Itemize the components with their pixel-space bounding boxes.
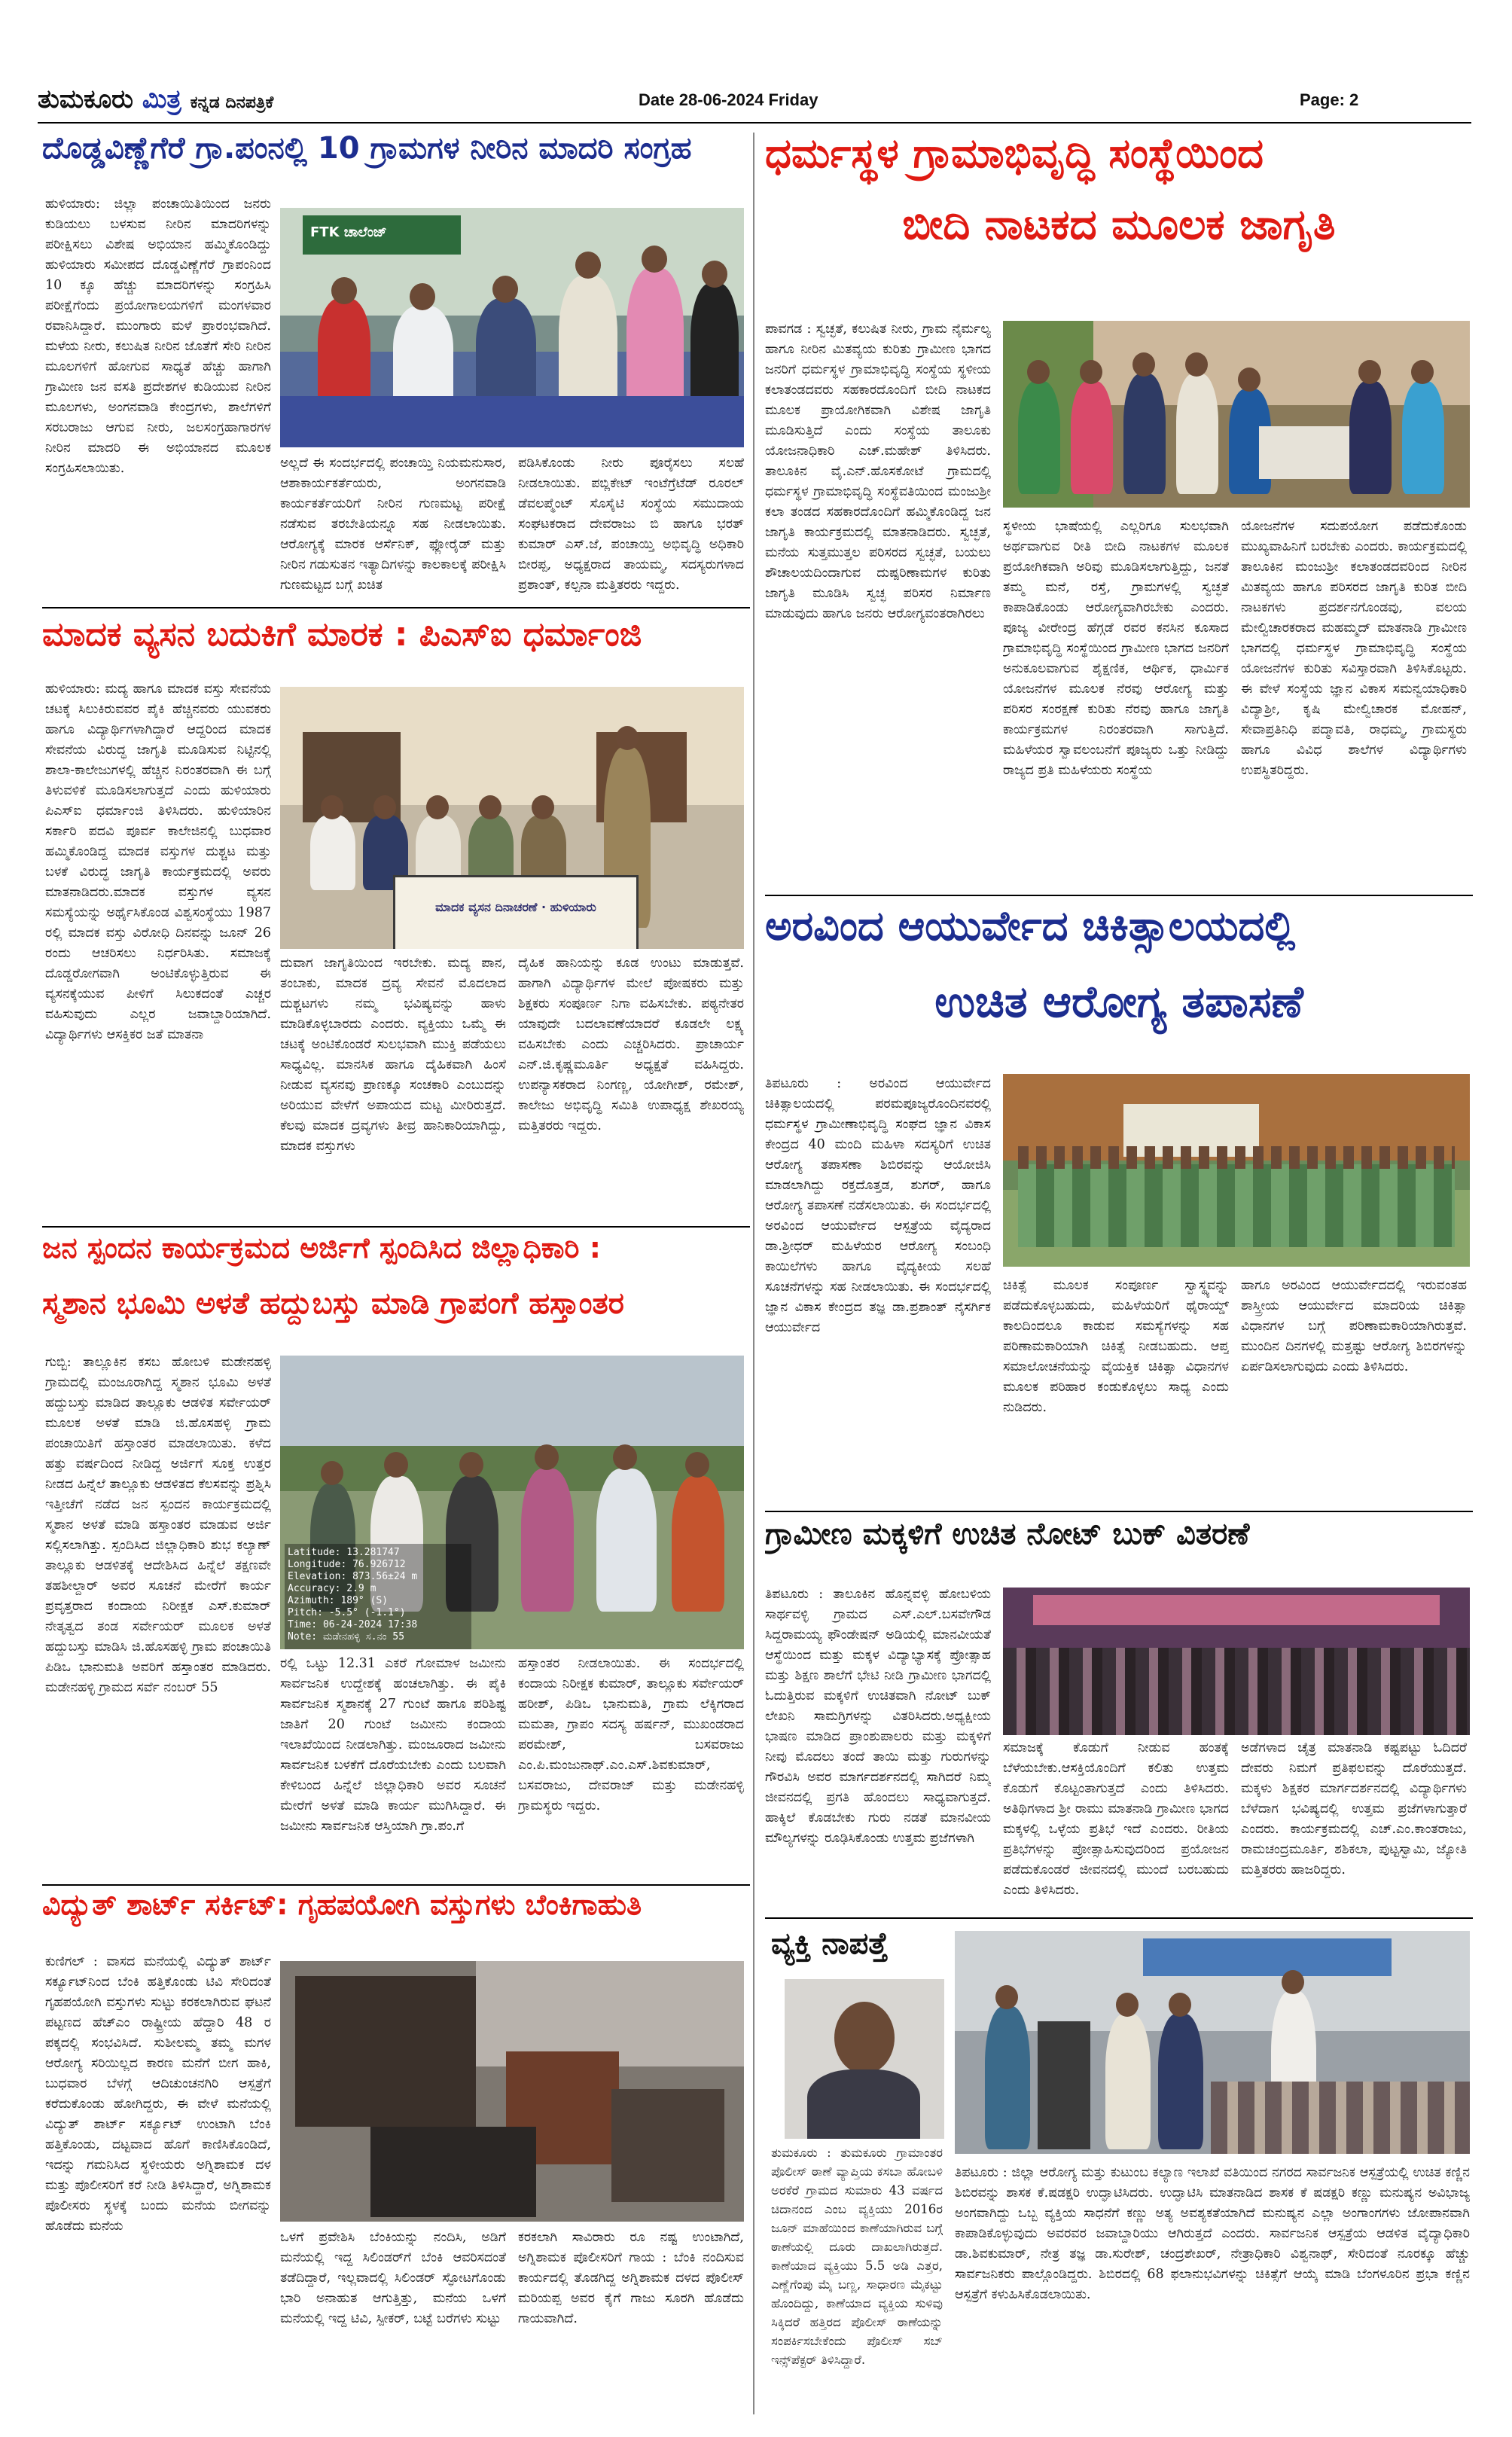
masthead-brand (38, 84, 384, 119)
headline-drug-abuse: ಮಾದಕ ವ್ಯಸನ ಬದುಕಿಗೆ ಮಾರಕ : ಪಿಎಸ್‌ಐ ಧರ್ಮಾಂಜಿ (42, 618, 642, 654)
article-play-col1: ಪಾವಗಡ : ಸ್ವಚ್ಛತೆ, ಕಲುಷಿತ ನೀರು, ಗ್ರಾಮ ನೈರ್ಮಲ್ಯ ಹಾಗೂ ನೀರಿನ ಮಿತವ್ಯಯ ಕುರಿತು ಗ್ರಾಮೀಣ ಭಾಗದ ಜನರಿಗೆ ಧರ್ಮಸ್ಥಳ ಗ್ರಾಮಾಭಿವೃದ್ಧಿ ಸಂಸ್ಥೆಯ ಸ್ಥಳೀಯ ಕಲಾತಂಡದವರು ಸಹಕಾರದೊಂದಿಗೆ ಬೀದಿ ನಾಟಕದ ಮೂಲಕ ಪ್ರಾಯೋಗಿಕವಾಗಿ ವಿಶೇಷ ಜಾಗೃತಿ ಮೂಡಿಸುತ್ತಿದೆ ಎಂದು ಸಂಸ್ಥೆಯ ತಾಲೂಕು ಯೋಜನಾಧಿಕಾರಿ ಎಚ್.ಮಹೇಶ್ ತಿಳಿಸಿದರು. ತಾಲೂಕಿನ ವೈ.ಎನ್.ಹೊಸಕೋಟೆ ಗ್ರಾಮದಲ್ಲಿ ಧರ್ಮಸ್ಥಳ ಗ್ರಾಮಾಭಿವೃದ್ಧಿ ಸಂಸ್ಥೆವತಿಯಿಂದ ಮಂಜುಶ್ರೀ ಕಲಾ ತಂಡದ ಸಹಕಾರದೊಂದಿಗೆ ಹಮ್ಮಿಕೊಂಡಿದ್ದ ಜನ ಜಾಗೃತಿ ಕಾರ್ಯಕ್ರಮದಲ್ಲಿ ಮಾತನಾಡಿದರು. ಸ್ವಚ್ಛತೆ, ಮನೆಯ ಸುತ್ತಮುತ್ತಲ ಪರಿಸರದ ಸ್ವಚ್ಛತೆ, ಬಯಲು ಶೌಚಾಲಯದಿಂದಾಗುವ ದುಷ್ಪರಿಣಾಮಗಳ ಕುರಿತು ಜಾಗೃತಿ ಮೂಡಿಸಿ ಸ್ವಚ್ಛ ಪರಿಸರ ನಿರ್ಮಾಣ ಮಾಡುವುದು ಹಾಗೂ ಜನರು ಆರೋಗ್ಯವಂತರಾಗಿರಲು (765, 322, 991, 621)
article-notebook-col3: ಅಡೆಗಳಾದ ಚೈತ್ರ ಮಾತನಾಡಿ ಕಷ್ಟಪಟ್ಟು ಓದಿದರೆ ದೇವರು ನಿಮಗೆ ಪ್ರತಿಫಲವನ್ನು ದೊರೆಯುತ್ತದೆ. ಮಕ್ಕಳು ಶಿಕ್ಷಕರ ಮಾರ್ಗದರ್ಶನದಲ್ಲಿ ವಿದ್ಯಾರ್ಥಿಗಳು ಬೆಳೆದಾಗ ಭವಿಷ್ಯದಲ್ಲಿ ಉತ್ತಮ ಪ್ರಜೆಗಳಾಗುತ್ತಾರೆ ಎಂದರು. ಕಾರ್ಯಕ್ರಮದಲ್ಲಿ ಎಚ್.ಎಂ.ಕಾಂತರಾಜು, ರಾಮಚಂದ್ರಮೂರ್ತಿ, ಶಶಿಕಲಾ, ಪುಟ್ಟಸ್ವಾಮಿ, ಜ್ಯೋತಿ ಮತ್ತಿತರರು ಹಾಜರಿದ್ದರು. (1241, 1740, 1467, 1877)
article-play-col3: ಯೋಜನೆಗಳ ಸದುಪಯೋಗ ಪಡೆದುಕೊಂಡು ಮುಖ್ಯವಾಹಿನಿಗೆ ಬರಬೇಕು ಎಂದರು. ಕಾರ್ಯಕ್ರಮದಲ್ಲಿ ತಾಲೂಕಿನ ಮಂಜುಶ್ರೀ ಕಲಾತಂಡದವರಿಂದ ನೀರಿನ ಮಿತವ್ಯಯ ಹಾಗೂ ಪರಿಸರದ ಜಾಗೃತಿ ಕುರಿತ ಬೀದಿ ನಾಟಕಗಳು ಪ್ರದರ್ಶನಗೊಂಡವು, ವಲಯ ಮೇಲ್ವಿಚಾರಕರಾದ ಮಹಮ್ಮದ್ ಮಾತನಾಡಿ ಗ್ರಾಮೀಣ ಭಾಗದಲ್ಲಿ ಧರ್ಮಸ್ಥಳ ಗ್ರಾಮಾಭಿವೃದ್ಧಿ ಸಂಸ್ಥೆಯ ಯೋಜನೆಗಳ ಕುರಿತು ಸವಿಸ್ತಾರವಾಗಿ ತಿಳಿಸಿಕೊಟ್ಟರು. ಈ ವೇಳೆ ಸಂಸ್ಥೆಯ ಜ್ಞಾನ ವಿಕಾಸ ಸಮನ್ವಯಾಧಿಕಾರಿ ವಿದ್ಯಾಶ್ರೀ, ಕೃಷಿ ಮೇಲ್ವಿಚಾರಕ ಮೋಹನ್, ಸೇವಾಪ್ರತಿನಿಧಿ ಪದ್ಮಾವತಿ, ರಾಧಮ್ಮ, ಗ್ರಾಮಸ್ಥರು ಹಾಗೂ ವಿವಿಧ ಶಾಲೆಗಳ ವಿದ್ಯಾರ್ಥಿಗಳು ಉಪಸ್ಥಿತರಿದ್ದರು. (1241, 519, 1467, 778)
photo-water-meeting (280, 208, 744, 447)
headline-ayurveda: ಅರವಿಂದ ಆಯುರ್ವೇದ ಚಿಕಿತ್ಸಾಲಯದಲ್ಲಿ (765, 905, 1296, 950)
article-missing-col1: ತುಮಕೂರು : ತುಮಕೂರು ಗ್ರಾಮಾಂತರ ಪೊಲೀಸ್ ಠಾಣೆ ವ್ಯಾಪ್ತಿಯ ಕಸಬಾ ಹೋಬಳಿ ಅರಕೆರೆ ಗ್ರಾಮದ ಸುಮಾರು 43 ವರ್ಷದ ಚಿದಾನಂದ ಎಂಬ ವ್ಯಕ್ತಿಯು 2016ರ ಜೂನ್ ಮಾಹೆಯಿಂದ ಕಾಣೆಯಾಗಿರುವ ಬಗ್ಗೆ ಠಾಣೆಯಲ್ಲಿ ದೂರು ದಾಖಲಾಗಿರುತ್ತದೆ. ಕಾಣೆಯಾದ ವ್ಯಕ್ತಿಯು 5.5 ಅಡಿ ಎತ್ತರ, ಎಣ್ಣೆಗೆಂಪು ಮೈ ಬಣ್ಣ, ಸಾಧಾರಣ ಮೈಕಟ್ಟು ಹೊಂದಿದ್ದು, ಕಾಣೆಯಾದ ವ್ಯಕ್ತಿಯ ಸುಳಿವು ಸಿಕ್ಕಿದರೆ ಹತ್ತಿರದ ಪೊಲೀಸ್ ಠಾಣೆಯನ್ನು ಸಂಪರ್ಕಿಸಬೇಕೆಂದು ಪೊಲೀಸ್ ಸಬ್ ಇನ್ಸ್‌ಪೆಕ್ಟರ್ ತಿಳಿಸಿದ್ದಾರೆ. (771, 2146, 943, 2367)
ftk-sign-text: FTK ಚಾಲೆಂಜ್ (310, 224, 387, 240)
article-ayurveda-col1: ತಿಪಟೂರು : ಅರವಿಂದ ಆಯುರ್ವೇದ ಚಿಕಿತ್ಸಾಲಯದಲ್ಲಿ ಪರಮಪೂಜ್ಯರೊಂದಿನವರಲ್ಲಿ ಧರ್ಮಸ್ಥಳ ಗ್ರಾಮೀಣಾಭಿವೃದ್ಧಿ ಸಂಘದ ಜ್ಞಾನ ವಿಕಾಸ ಕೇಂದ್ರದ 40 ಮಂದಿ ಮಹಿಳಾ ಸದಸ್ಯರಿಗೆ ಉಚಿತ ಆರೋಗ್ಯ ತಪಾಸಣಾ ಶಿಬಿರವನ್ನು ಆಯೋಜಿಸಿ ಮಾಡಲಾಗಿದ್ದು ರಕ್ತದೊತ್ತಡ, ಶುಗರ್, ಹಾಗೂ ಆರೋಗ್ಯ ತಪಾಸಣೆ ನಡೆಸಲಾಯಿತು. ಈ ಸಂದರ್ಭದಲ್ಲಿ ಅರವಿಂದ ಆಯುರ್ವೇದ ಆಸ್ಪತ್ರೆಯ ವೈದ್ಯರಾದ ಡಾ.ಶ್ರೀಧರ್ ಮಹಿಳೆಯರ ಆರೋಗ್ಯ ಸಂಬಂಧಿ ಕಾಯಿಲೆಗಳು ಹಾಗೂ ವೈದ್ಯಕೀಯ ಸಲಹೆ ಸೂಚನೆಗಳನ್ನು ಸಹ ನೀಡಲಾಯಿತು. ಈ ಸಂದರ್ಭದಲ್ಲಿ ಜ್ಞಾನ ವಿಕಾಸ ಕೇಂದ್ರದ ತಜ್ಞ ಡಾ.ಪ್ರಶಾಂತ್ ನೈಸರ್ಗಿಕ ಆಯುರ್ವೇದ (765, 1076, 991, 1335)
headline-free-checkup: ಉಚಿತ ಆರೋಗ್ಯ ತಪಾಸಣೆ (934, 979, 1303, 1027)
article-water-col1: ಹುಳಿಯಾರು: ಜಿಲ್ಲಾ ಪಂಚಾಯಿತಿಯಿಂದ ಜನರು ಕುಡಿಯಲು ಬಳಸುವ ನೀರಿನ ಮಾದರಿಗಳನ್ನು ಪರೀಕ್ಷಿಸಲು ವಿಶೇಷ ಅಭಿಯಾನ ಹಮ್ಮಿಕೊಂಡಿದ್ದು ಹುಳಿಯಾರು ಸಮೀಪದ ದೊಡ್ಡವಿಣ್ಣೆಗೆರೆ ಗ್ರಾಪಂನಿಂದ 10 ಕ್ಕೂ ಹೆಚ್ಚು ಮಾದರಿಗಳನ್ನು ಸಂಗ್ರಹಿಸಿ ಪರೀಕ್ಷೆಗೆಂದು ಪ್ರಯೋಗಾಲಯಗಳಿಗೆ ಮಂಗಳವಾರ ರವಾನಿಸಿದ್ದಾರೆ. ಮುಂಗಾರು ಮಳೆ ಪ್ರಾರಂಭವಾಗಿದೆ. ಮಳೆಯ ನೀರು, ಕಲುಷಿತ ನೀರಿನ ಜೊತೆಗೆ ಸೇರಿ ನೀರಿನ ಮೂಲಗಳಿಗೆ ಹೋಗುವ ಸಾಧ್ಯತೆ ಹೆಚ್ಚು ಹಾಗಾಗಿ ಗ್ರಾಮೀಣ ಜನ ವಸತಿ ಪ್ರದೇಶಗಳ ಕುಡಿಯುವ ನೀರಿನ ಮೂಲಗಳು, ಅಂಗನವಾಡಿ ಕೇಂದ್ರಗಳು, ಶಾಲೆಗಳಿಗೆ ಸರಬರಾಜು ಆಗುವ ನೀರು, ಜಲಸಂಗ್ರಹಾಗಾರಗಳ ನೀರಿನ ಮಾದರಿ ಈ ಅಭಿಯಾನದ ಮೂಲಕ ಸಂಗ್ರಹಿಸಲಾಯಿತು. (45, 197, 271, 476)
masthead-rule (38, 122, 1471, 124)
gps-overlay: Latitude: 13.281747 Longitude: 76.926712 Elevation: 873.56±24 m Accuracy: 2.9 m Azimuth: 189° (S) Pitch: -5.5° (-1.1°) Time: 06-24-2024 17:38 Note: ಮಡೇನಹಳ್ಳಿ ಸ.ನಂ 55 (285, 1544, 471, 1649)
headline-cremation-ground: ಸ್ಮಶಾನ ಭೂಮಿ ಅಳತೆ ಹದ್ದುಬಸ್ತು ಮಾಡಿ ಗ್ರಾಪಂಗೆ ಹಸ್ತಾಂತರ (42, 1288, 624, 1321)
article-water-col3: ಪಡಿಸಿಕೊಂಡು ನೀರು ಪೂರೈಸಲು ಸಲಹೆ ನೀಡಲಾಯಿತು. ಪಬ್ಲಿಕೇಟ್ ಇಂಟೆಗ್ರೆಟೆಡ್ ರೂರಲ್ ಡೆವಲಪ್ಮೆಂಟ್ ಸೊಸೈಟಿ ಸಂಸ್ಥೆಯ ಸಮುದಾಯ ಸಂಘಟಕರಾದ ದೇವರಾಜು ಬಿ ಹಾಗೂ ಭರತ್ ಕುಮಾರ್ ಎಸ್.ಜೆ, ಪಂಚಾಯ್ತಿ ಅಭಿವೃದ್ಧಿ ಅಧಿಕಾರಿ ಬೀರಪ್ಪ, ಅಧ್ಯಕ್ಷರಾದ ತಾಯಮ್ಮ, ಸದಸ್ಯರುಗಳಾದ ಪ್ರಶಾಂತ್, ಕಲ್ಪನಾ ಮತ್ತಿತರರು ಇದ್ದರು. (518, 456, 744, 593)
drug-awareness-banner (393, 875, 639, 949)
article-notebook-col1: ತಿಪಟೂರು : ತಾಲೂಕಿನ ಹೊನ್ನವಳ್ಳಿ ಹೋಬಳಿಯ ಸಾರ್ಥವಳ್ಳಿ ಗ್ರಾಮದ ಎಸ್.ಎಲ್.ಬಸವೇಗೌಡ ಸಿದ್ದರಾಮಯ್ಯ ಫೌಂಡೇಷನ್ ಅಡಿಯಲ್ಲಿ ಮಾನವೀಯತೆ ಆಸ್ಥೆಯಿಂದ ಮತ್ತು ಮಕ್ಕಳ ವಿದ್ಯಾಭ್ಯಾಸಕ್ಕೆ ಪ್ರೋತ್ಸಾಹ ಮತ್ತು ಶಿಕ್ಷಣ ಶಾಲೆಗೆ ಭೇಟಿ ನೀಡಿ ಗ್ರಾಮೀಣ ಭಾಗದಲ್ಲಿ ಓದುತ್ತಿರುವ ಮಕ್ಕಳಿಗೆ ಉಚಿತವಾಗಿ ನೋಟ್ ಬುಕ್ ಲೇಖನಿ ಸಾಮಗ್ರಿಗಳನ್ನು ವಿತರಿಸಿದರು.ಅಧ್ಯಕ್ಷೀಯ ಭಾಷಣ ಮಾಡಿದ ಪ್ರಾಂಶುಪಾಲರು ಮತ್ತು ಮಕ್ಕಳಿಗೆ ನೀವು ಮೊದಲು ತಂದೆ ತಾಯಿ ಮತ್ತು ಗುರುಗಳನ್ನು ಗೌರವಿಸಿ ಅವರ ಮಾರ್ಗದರ್ಶನದಲ್ಲಿ ಸಾಗಿದರೆ ನಿಮ್ಮ ಜೀವನದಲ್ಲಿ ಪ್ರಗತಿ ಹೊಂದಲು ಸಾಧ್ಯವಾಗುತ್ತದೆ. ಹಾಕ್ಕಿಲೆ ಕೊಡಬೇಕು ಗುರು ನಡತೆ ಮಾನವೀಯ ಮೌಲ್ಯಗಳನ್ನು ರೂಢಿಸಿಕೊಂಡು ಉತ್ತಮ ಪ್ರಜೆಗಳಾಗಿ (765, 1587, 991, 1846)
brand-subtitle: ಕನ್ನಡ ದಿನಪತ್ರಿಕೆ (190, 93, 274, 112)
page-number: Page: 2 (1300, 90, 1359, 109)
article-play-col2: ಸ್ಥಳೀಯ ಭಾಷೆಯಲ್ಲಿ ಎಲ್ಲರಿಗೂ ಸುಲಭವಾಗಿ ಅರ್ಥವಾಗುವ ರೀತಿ ಬೀದಿ ನಾಟಕಗಳ ಮೂಲಕ ಪ್ರಯೋಗಿಕವಾಗಿ ಅರಿವು ಮೂಡಿಸಲಾಗುತ್ತಿದ್ದು, ಜನತೆ ತಮ್ಮ ಮನೆ, ರಸ್ತೆ, ಗ್ರಾಮಗಳಲ್ಲಿ ಸ್ವಚ್ಛತೆ ಕಾಪಾಡಿಕೊಂಡು ಆರೋಗ್ಯವಾಗಿರಬೇಕು ಎಂದರು. ಪೂಜ್ಯ ವೀರೇಂದ್ರ ಹೆಗ್ಗಡೆ ರವರ ಕನಸಿನ ಕೂಸಾದ ಗ್ರಾಮಾಭಿವೃದ್ಧಿ ಸಂಸ್ಥೆಯಿಂದ ಗ್ರಾಮೀಣ ಭಾಗದ ಜನರಿಗೆ ಅನುಕೂಲವಾಗುವ ಶೈಕ್ಷಣಿಕ, ಆರ್ಥಿಕ, ಧಾರ್ಮಿಕ ಯೋಜನೆಗಳ ಮೂಲಕ ನೆರವು ಆರೋಗ್ಯ ಮತ್ತು ಪರಿಸರ ಸಂರಕ್ಷಣೆ ಕುರಿತು ನೆರವು ಹಾಗೂ ಜಾಗೃತಿ ಕಾರ್ಯಕ್ರಮಗಳ ನಿರಂತರವಾಗಿ ಸಾಗುತ್ತಿದೆ. ಮಹಿಳೆಯರ ಸ್ವಾವಲಂಬನೆಗೆ ಪೂಜ್ಯರು ಒತ್ತು ನೀಡಿದ್ದು ರಾಜ್ಯದ ಪ್ರತಿ ಮಹಿಳೆಯರು ಸಂಸ್ಥೆಯ (1003, 519, 1229, 778)
article-drug-col1: ಹುಳಿಯಾರು: ಮದ್ಯ ಹಾಗೂ ಮಾದಕ ವಸ್ತು ಸೇವನೆಯ ಚಟಕ್ಕೆ ಸಿಲುಕಿರುವವರ ಪೈಕಿ ಹೆಚ್ಚಿನವರು ಯುವಕರು ಹಾಗೂ ವಿದ್ಯಾರ್ಥಿಗಳಾಗಿದ್ದಾರೆ ಆದ್ದರಿಂದ ಮಾದಕ ಸೇವನೆಯ ವಿರುದ್ಧ ಜಾಗೃತಿ ಮೂಡಿಸುವ ನಿಟ್ಟಿನಲ್ಲಿ ಶಾಲಾ-ಕಾಲೇಜುಗಳಲ್ಲಿ ಹೆಚ್ಚಿನ ನಿರಂತರವಾಗಿ ಈ ಬಗ್ಗೆ ತಿಳುವಳಿಕೆ ಮೂಡಿಸಲಾಗುತ್ತದೆ ಎಂದು ಹುಳಿಯಾರು ಪಿಎಸ್‌ಐ ಧರ್ಮಾಂಜಿ ತಿಳಿಸಿದರು. ಹುಳಿಯಾರಿನ ಸರ್ಕಾರಿ ಪದವಿ ಪೂರ್ವ ಕಾಲೇಜಿನಲ್ಲಿ ಬುಧವಾರ ಹಮ್ಮಿಕೊಂಡಿದ್ದ ಮಾದಕ ವಸ್ತುಗಳ ದುಶ್ಚಟ ಮತ್ತು ಬಳಕೆ ವಿರುದ್ಧ ಜಾಗೃತಿ ಕಾರ್ಯಕ್ರಮದಲ್ಲಿ ಅವರು ಮಾತನಾಡಿದರು.ಮಾದಕ ವಸ್ತುಗಳ ವ್ಯಸನ ಸಮಸ್ಯೆಯನ್ನು ಅರ್ಥೈಸಿಕೊಂಡ ವಿಶ್ವಸಂಸ್ಥೆಯು 1987 ರಲ್ಲಿ ಮಾದಕ ವಸ್ತು ವಿರೋಧಿ ದಿನವನ್ನು ಜೂನ್ 26 ರಂದು ಆಚರಿಸಲು ನಿರ್ಧರಿಸಿತು. ಸಮಾಜಕ್ಕೆ ದೊಡ್ಡರೋಗವಾಗಿ ಅಂಟಿಕೊಳ್ಳುತ್ತಿರುವ ಈ ವ್ಯಸನಕ್ಕೆಯುವ ಪೀಳಿಗೆ ಸಿಲುಕದಂತೆ ಎಚ್ಚರ ವಹಿಸುವುದು ಎಲ್ಲರ ಜವಾಬ್ದಾರಿಯಾಗಿದೆ. ವಿದ್ಯಾರ್ಥಿಗಳು ಆಸಕ್ತಿಕರ ಜತೆ ಮಾತನಾ (45, 682, 271, 1042)
headline-water-samples: ದೊಡ್ಡವಿಣ್ಣೆಗೆರೆ ಗ್ರಾ.ಪಂನಲ್ಲಿ 10 ಗ್ರಾಮಗಳ ನೀರಿನ ಮಾದರಿ ಸಂಗ್ರಹ (42, 133, 692, 166)
article-eyecamp-col1: ತಿಪಟೂರು : ಜಿಲ್ಲಾ ಆರೋಗ್ಯ ಮತ್ತು ಕುಟುಂಬ ಕಲ್ಯಾಣ ಇಲಾಖೆ ವತಿಯಿಂದ ನಗರದ ಸಾರ್ವಜನಿಕ ಆಸ್ಪತ್ರೆಯಲ್ಲಿ ಉಚಿತ ಕಣ್ಣಿನ ಶಿಬಿರವನ್ನು ಶಾಸಕ ಕೆ.ಷಡಕ್ಷರಿ ಉದ್ಘಾಟಿಸಿದರು. ಉದ್ಘಾಟಿಸಿ ಮಾತನಾಡಿದ ಶಾಸಕ ಕೆ ಷಡಕ್ಷರಿ ಕಣ್ಣು ಮನುಷ್ಯನ ಅವಿಭಾಜ್ಯ ಅಂಗವಾಗಿದ್ದು ಒಬ್ಬ ವ್ಯಕ್ತಿಯ ಸಾಧನೆಗೆ ಕಣ್ಣು ಅತ್ಯ ಅವಶ್ಯಕತೆಯಾಗಿದೆ ಮನುಷ್ಯನ ಎಲ್ಲಾ ಅಂಗಾಂಗಗಳು ಜೋಪಾನವಾಗಿ ಕಾಪಾಡಿಕೊಳ್ಳುವುದು ಅವರವರ ಜವಾಬ್ದಾರಿಯು ಆಗಿರುತ್ತದೆ ಎಂದರು. ಸಾರ್ವಜನಿಕ ಆಸ್ಪತ್ರೆಯ ಆಡಳಿತ ವೈದ್ಯಾಧಿಕಾರಿ ಡಾ.ಶಿವಕುಮಾರ್, ನೇತ್ರ ತಜ್ಞ ಡಾ.ಸುರೇಶ್, ಚಂದ್ರಶೇಖರ್, ನೇತ್ರಾಧಿಕಾರಿ ವಿಶ್ವನಾಥ್, ಸೇರಿದಂತೆ ನೂರಕ್ಕೂ ಹೆಚ್ಚು ಸಾರ್ವಜನಿಕರು ಪಾಲ್ಗೊಂಡಿದ್ದರು. ಶಿಬಿರದಲ್ಲಿ 68 ಫಲಾನುಭವಿಗಳನ್ನು ಚಿಕಿತ್ಸೆಗೆ ಆಯ್ಕೆ ಮಾಡಿ ಬೆಂಗಳೂರಿನ ಪ್ರಭಾ ಕಣ್ಣಿನ ಆಸ್ಪತ್ರೆಗೆ ಕಳುಹಿಸಿಕೊಡಲಾಯಿತು. (955, 2165, 1470, 2302)
photo-cremation-ground (280, 1356, 744, 1649)
article-water-col2: ಅಲ್ಲದೆ ಈ ಸಂದರ್ಭದಲ್ಲಿ ಪಂಚಾಯ್ತಿ ನಿಯಮನುಸಾರ, ಆಶಾಕಾರ್ಯಕರ್ತೆಯರು, ಅಂಗನವಾಡಿ ಕಾರ್ಯಕರ್ತೆಯರಿಗೆ ನೀರಿನ ಗುಣಮಟ್ಟ ಪರೀಕ್ಷೆ ನಡೆಸುವ ತರಬೇತಿಯನ್ನೂ ಸಹ ನೀಡಲಾಯಿತು. ಆರೋಗ್ಯಕ್ಕೆ ಮಾರಕ ಆರ್ಸೆನಿಕ್, ಫ್ಲೋರೈಡ್ ಮತ್ತು ನೀರಿನ ಗಡುಸುತನ ಇತ್ಯಾದಿಗಳನ್ನು ಕಾಲಕಾಲಕ್ಕೆ ಪರೀಕ್ಷಿಸಿ ಗುಣಮಟ್ಟದ ಬಗ್ಗೆ ಖಚಿತ (280, 456, 506, 593)
article-drug-col2: ದುವಾಗ ಜಾಗೃತಿಯಿಂದ ಇರಬೇಕು. ಮದ್ಯ ಪಾನ, ತಂಬಾಕು, ಮಾದಕ ದ್ರವ್ಯ ಸೇವನೆ ಮೊದಲಾದ ದುಶ್ಚಟಗಳು ನಮ್ಮ ಭವಿಷ್ಯವನ್ನು ಹಾಳು ಮಾಡಿಕೊಳ್ಳಬಾರದು ಎಂದರು. ವ್ಯಕ್ತಿಯು ಒಮ್ಮೆ ಈ ಚಟಕ್ಕೆ ಅಂಟಿಕೊಂಡರೆ ಸುಲಭವಾಗಿ ಮುಕ್ತಿ ಪಡೆಯಲು ಸಾಧ್ಯವಿಲ್ಲ. ಮಾನಸಿಕ ಹಾಗೂ ದೈಹಿಕವಾಗಿ ಹಿಂಸೆ ನೀಡುವ ವ್ಯಸನವು ಪ್ರಾಣಕ್ಕೂ ಸಂಚಕಾರಿ ಎಂಬುದನ್ನು ಅರಿಯುವ ವೇಳೆಗೆ ಅಪಾಯದ ಮಟ್ಟ ಮೀರಿರುತ್ತದೆ. ಕೆಲವು ಮಾದಕ ದ್ರವ್ಯಗಳು ತೀವ್ರ ಹಾನಿಕಾರಿಯಾಗಿದ್ದು, ಮಾದಕ ವಸ್ತುಗಳು (280, 956, 506, 1154)
article-drug-col3: ದೈಹಿಕ ಹಾನಿಯನ್ನು ಕೂಡ ಉಂಟು ಮಾಡುತ್ತವೆ. ಹಾಗಾಗಿ ವಿದ್ಯಾರ್ಥಿಗಳ ಮೇಲೆ ಪೋಷಕರು ಮತ್ತು ಶಿಕ್ಷಕರು ಸಂಪೂರ್ಣ ನಿಗಾ ವಹಿಸಬೇಕು. ಪಠ್ಯನೇತರ ಯಾವುದೇ ಬದಲಾವಣೆಯಾದರೆ ಕೂಡಲೇ ಲಕ್ಷ್ಯ ವಹಿಸಬೇಕು ಎಂದು ಎಚ್ಚರಿಸಿದರು. ಪ್ರಾಚಾರ್ಯ ಎನ್.ಜಿ.ಕೃಷ್ಣಮೂರ್ತಿ ಅಧ್ಯಕ್ಷತೆ ವಹಿಸಿದ್ದರು. ಉಪನ್ಯಾಸಕರಾದ ನಿಂಗಣ್ಣ, ಯೋಗೀಶ್, ರಮೇಶ್, ಕಾಲೇಜು ಅಭಿವೃದ್ಧಿ ಸಮಿತಿ ಉಪಾಧ್ಯಕ್ಷ ಶೇಖರಯ್ಯ ಮತ್ತಿತರರು ಇದ್ದರು. (518, 956, 744, 1133)
issue-date: Date 28-06-2024 Friday (639, 90, 818, 109)
photo-eye-camp (955, 1931, 1470, 2154)
article-notebook-col2: ಸಮಾಜಕ್ಕೆ ಕೊಡುಗೆ ನೀಡುವ ಹಂತಕ್ಕೆ ಬೆಳೆಯಬೇಕು.ಆಸಕ್ತಿಯೊಂದಿಗೆ ಕಲಿತು ಉತ್ತಮ ಕೊಡುಗೆ ಕೊಟ್ಟಂತಾಗುತ್ತದೆ ಎಂದು ತಿಳಿಸಿದರು. ಅತಿಥಿಗಳಾದ ಶ್ರೀ ರಾಮು ಮಾತನಾಡಿ ಗ್ರಾಮೀಣ ಭಾಗದ ಮಕ್ಕಳಲ್ಲಿ ಒಳ್ಳೆಯ ಪ್ರತಿಭೆ ಇದೆ ಎಂದರು. ರೀತಿಯ ಪ್ರತಿಭೆಗಳನ್ನು ಪ್ರೋತ್ಸಾಹಿಸುವುದರಿಂದ ಪ್ರಯೋಜನ ಪಡೆದುಕೊಂಡರೆ ಜೀವನದಲ್ಲಿ ಮುಂದೆ ಬರಬಹುದು ಎಂದು ತಿಳಿಸಿದರು. (1003, 1740, 1229, 1898)
ftk-sign (303, 215, 461, 255)
headline-short-circuit: ವಿದ್ಯುತ್ ಶಾರ್ಟ್ ಸರ್ಕಿಟ್: ಗೃಹಪಯೋಗಿ ವಸ್ತುಗಳು ಬೆಂಕಿಗಾಹುತಿ (42, 1890, 642, 1921)
headline-jana-spandana: ಜನ ಸ್ಪಂದನ ಕಾರ್ಯಕ್ರಮದ ಅರ್ಜಿಗೆ ಸ್ಪಂದಿಸಿದ ಜಿಲ್ಲಾಧಿಕಾರಿ : (42, 1234, 601, 1264)
photo-missing-person (785, 1979, 944, 2139)
article-fire-col3: ಕರಕಲಾಗಿ ಸಾವಿರಾರು ರೂ ನಷ್ಟ ಉಂಟಾಗಿದೆ, ಅಗ್ನಿಶಾಮಕ ಪೊಲೀಸರಿಗೆ ಗಾಯ : ಬೆಂಕಿ ನಂದಿಸುವ ಕಾರ್ಯದಲ್ಲಿ ತೊಡಗಿದ್ದ ಅಗ್ನಿಶಾಮಕ ದಳದ ಪೊಲೀಸ್ ಮರಿಯಪ್ಪ ಅವರ ಕೈಗೆ ಗಾಜು ಸೂರಗಿ ಹೊಡೆದು ಗಾಯವಾಗಿದೆ. (518, 2230, 744, 2326)
headline-street-play: ಬೀದಿ ನಾಟಕದ ಮೂಲಕ ಜಾಗೃತಿ (902, 203, 1336, 249)
headline-dharmasthala: ಧರ್ಮಸ್ಥಳ ಗ್ರಾಮಾಭಿವೃದ್ಧಿ ಸಂಸ್ಥೆಯಿಂದ (765, 133, 1264, 177)
brand-name: ತುಮಕೂರು (38, 84, 133, 114)
photo-drug-awareness (280, 687, 744, 949)
photo-street-play (1003, 321, 1470, 508)
article-fire-col2: ಒಳಗೆ ಪ್ರವೇಶಿಸಿ ಬೆಂಕಿಯನ್ನು ನಂದಿಸಿ, ಅಡಿಗೆ ಮನೆಯಲ್ಲಿ ಇದ್ದ ಸಿಲಿಂಡರ್‌ಗೆ ಬೆಂಕಿ ಆವರಿಸದಂತೆ ತಡೆದಿದ್ದಾರೆ, ಇಲ್ಲವಾದಲ್ಲಿ ಸಿಲಿಂಡರ್ ಸ್ಫೋಟಗೊಂಡು ಭಾರಿ ಅನಾಹುತ ಆಗುತ್ತಿತ್ತು, ಮನೆಯ ಒಳಗೆ ಮನೆಯಲ್ಲಿ ಇದ್ದ ಟಿವಿ, ಸ್ಪೀಕರ್, ಬಟ್ಟೆ ಬರೆಗಳು ಸುಟ್ಟು (280, 2230, 506, 2326)
article-ayurveda-col3: ಹಾಗೂ ಅರವಿಂದ ಆಯುರ್ವೇದದಲ್ಲಿ ಇರುವಂತಹ ಶಾಸ್ತ್ರೀಯ ಆಯುರ್ವೇದ ಮಾದರಿಯ ಚಿಕಿತ್ಸಾ ವಿಧಾನಗಳ ಬಗ್ಗೆ ಪರಿಣಾಮಕಾರಿಯಾಗಿರುತ್ತವೆ. ಮುಂದಿನ ದಿನಗಳಲ್ಲಿ ಮತ್ತಷ್ಟು ಆರೋಗ್ಯ ಶಿಬಿರಗಳನ್ನು ಏರ್ಪಡಿಸಲಾಗುವುದು ಎಂದು ತಿಳಿಸಿದರು. (1241, 1278, 1467, 1374)
photo-ayurveda-group (1003, 1074, 1470, 1267)
photo-burnt-room (280, 1961, 744, 2222)
headline-missing-person: ವ್ಯಕ್ತಿ ನಾಪತ್ತೆ (771, 1928, 889, 1961)
brand-mitra: ಮಿತ್ರ (142, 84, 181, 114)
article-cremation-col3: ಹಸ್ತಾಂತರ ನೀಡಲಾಯಿತು. ಈ ಸಂದರ್ಭದಲ್ಲಿ ಕಂದಾಯ ನಿರೀಕ್ಷಕ ಕುಮಾರ್, ತಾಲ್ಲೂಕು ಸರ್ವೇಯರ್ ಹರೀಶ್, ಪಿಡಿಒ ಭಾನುಮತಿ, ಗ್ರಾಮ ಲೆಕ್ಕಿಗರಾದ ಮಮತಾ, ಗ್ರಾಪಂ ಸದಸ್ಯ ಹರ್ಷನ್, ಮುಖಂಡರಾದ ಪರಮೇಶ್, ಬಸವರಾಜು ಎಂ.ಪಿ.ಮಂಜುನಾಥ್.ಎಂ.ಎಸ್.ಶಿವಕುಮಾರ್, ಬಸವರಾಜು, ದೇವರಾಜ್ ಮತ್ತು ಮಡೇನಹಳ್ಳಿ ಗ್ರಾಮಸ್ಥರು ಇದ್ದರು. (518, 1656, 744, 1813)
article-cremation-col2: ರಲ್ಲಿ ಒಟ್ಟು 12.31 ಎಕರೆ ಗೋಮಾಳ ಜಮೀನು ಸಾರ್ವಜನಿಕ ಉದ್ದೇಶಕ್ಕೆ ಹಂಚಲಾಗಿತ್ತು. ಈ ಪೈಕಿ ಸಾರ್ವಜನಿಕ ಸ್ಮಶಾನಕ್ಕೆ 27 ಗುಂಟೆ ಹಾಗೂ ಪರಿಶಿಷ್ಟ ಜಾತಿಗೆ 20 ಗುಂಟೆ ಜಮೀನು ಕಂದಾಯ ಇಲಾಖೆಯಿಂದ ನೀಡಲಾಗಿತ್ತು. ಮಂಜೂರಾದ ಜಮೀನು ಸಾರ್ವಜನಿಕ ಬಳಕೆಗೆ ದೊರೆಯಬೇಕು ಎಂದು ಬಲವಾಗಿ ಕೇಳಿಬಂದ ಹಿನ್ನೆಲೆ ಜಿಲ್ಲಾಧಿಕಾರಿ ಅವರ ಸೂಚನೆ ಮೇರೆಗೆ ಅಳತೆ ಮಾಡಿ ಕಾರ್ಯ ಮುಗಿಸಿದ್ದಾರೆ. ಈ ಜಮೀನು ಸಾರ್ವಜನಿಕ ಆಸ್ತಿಯಾಗಿ ಗ್ರಾ.ಪಂ.ಗೆ (280, 1656, 506, 1834)
photo-notebook-distribution (1003, 1588, 1470, 1735)
drug-banner-text: ಮಾದಕ ವ್ಯಸನ ದಿನಾಚರಣೆ · ಹುಳಿಯಾರು (435, 900, 596, 914)
article-fire-col1: ಕುಣಿಗಲ್ : ವಾಸದ ಮನೆಯಲ್ಲಿ ವಿದ್ಯುತ್ ಶಾರ್ಟ್ ಸರ್ಕ್ಯೂಟ್‌ನಿಂದ ಬೆಂಕಿ ಹತ್ತಿಕೊಂಡು ಟಿವಿ ಸೇರಿದಂತೆ ಗೃಹಪಯೋಗಿ ವಸ್ತುಗಳು ಸುಟ್ಟು ಕರಕಲಾಗಿರುವ ಘಟನೆ ಪಟ್ಟಣದ ಹೆಚ್‌ಎಂ ರಾಷ್ಟ್ರೀಯ ಹೆದ್ದಾರಿ 48 ರ ಪಕ್ಕದಲ್ಲಿ ಸಂಭವಿಸಿದೆ. ಸುಶೀಲಮ್ಮ ತಮ್ಮ ಮಗಳ ಆರೋಗ್ಯ ಸರಿಯಿಲ್ಲದ ಕಾರಣ ಮನೆಗೆ ಬೀಗ ಹಾಕಿ, ಬುಧವಾರ ಬೆಳಗ್ಗೆ ಆದಿಚುಂಚನಗಿರಿ ಆಸ್ಪತ್ರೆಗೆ ಕರೆದುಕೊಂಡು ಹೋಗಿದ್ದರು, ಈ ವೇಳೆ ಮನೆಯಲ್ಲಿ ವಿದ್ಯುತ್ ಶಾರ್ಟ್ ಸರ್ಕ್ಯೂಟ್ ಉಂಟಾಗಿ ಬೆಂಕಿ ಹತ್ತಿಕೊಂಡು, ದಟ್ಟವಾದ ಹೊಗೆ ಕಾಣಿಸಿಕೊಂಡಿದೆ, ಇದನ್ನು ಗಮನಿಸಿದ ಸ್ಥಳೀಯರು ಅಗ್ನಿಶಾಮಕ ದಳ ಮತ್ತು ಪೊಲೀಸರಿಗೆ ಕರೆ ನೀಡಿ ತಿಳಿಸಿದ್ದಾರೆ, ಅಗ್ನಿಶಾಮಕ ಪೊಲೀಸರು ಸ್ಥಳಕ್ಕೆ ಬಂದು ಮನೆಯ ಬೀಗವನ್ನು ಹೊಡೆದು ಮನೆಯ (45, 1954, 271, 2234)
article-cremation-col1: ಗುಬ್ಬಿ: ತಾಲ್ಲೂಕಿನ ಕಸಬ ಹೋಬಳಿ ಮಡೇನಹಳ್ಳಿ ಗ್ರಾಮದಲ್ಲಿ ಮಂಜೂರಾಗಿದ್ದ ಸ್ಮಶಾನ ಭೂಮಿ ಅಳತೆ ಹದ್ದುಬಸ್ತು ಮಾಡಿದ ತಾಲ್ಲೂಕು ಆಡಳಿತ ಸರ್ವೇಯರ್ ಮೂಲಕ ಅಳತೆ ಮಾಡಿ ಜಿ.ಹೊಸಹಳ್ಳಿ ಗ್ರಾಮ ಪಂಚಾಯಿತಿಗೆ ಹಸ್ತಾಂತರ ಮಾಡಲಾಯಿತು. ಕಳೆದ ಹತ್ತು ವರ್ಷದಿಂದ ನೀಡಿದ್ದ ಅರ್ಜಿಗೆ ಸೂಕ್ತ ಉತ್ತರ ನೀಡದ ಹಿನ್ನೆಲೆ ತಾಲ್ಲೂಕು ಆಡಳಿತದ ಕೆಲಸವನ್ನು ಪ್ರಶ್ನಿಸಿ ಇತ್ತೀಚೆಗೆ ನಡೆದ ಜನ ಸ್ಪಂದನ ಕಾರ್ಯಕ್ರಮದಲ್ಲಿ ಸ್ಮಶಾನ ಅಳತೆ ಮಾಡಿ ಹಸ್ತಾಂತರ ಮಾಡುವ ಅರ್ಜಿ ಸಲ್ಲಿಸಲಾಗಿತ್ತು. ಸ್ಪಂದಿಸಿದ ಜಿಲ್ಲಾಧಿಕಾರಿ ಶುಭ ಕಲ್ಯಾಣ್ ತಾಲ್ಲೂಕು ಆಡಳಿತಕ್ಕೆ ಆದೇಶಿಸಿದ ಹಿನ್ನೆಲೆ ತಕ್ಷಣವೇ ತಹಶೀಲ್ದಾರ್ ಅವರ ಸೂಚನೆ ಮೇರೆಗೆ ಕಾರ್ಯ ಪ್ರವೃತ್ತರಾದ ಕಂದಾಯ ನಿರೀಕ್ಷಕ ಎಸ್.ಕುಮಾರ್ ನೇತೃತ್ವದ ತಂಡ ಸರ್ವೇಯರ್ ಮೂಲಕ ಅಳತೆ ಹದ್ದುಬಸ್ತು ಮಾಡಿಸಿ ಜಿ.ಹೊಸಹಳ್ಳಿ ಗ್ರಾಮ ಪಂಚಾಯಿತಿ ಪಿಡಿಒ ಭಾನುಮತಿ ಅವರಿಗೆ ಹಸ್ತಾಂತರ ಮಾಡಿದರು. ಮಡೇನಹಳ್ಳಿ ಗ್ರಾಮದ ಸರ್ವೆ ನಂಬರ್ 55 (45, 1355, 271, 1695)
article-ayurveda-col2: ಚಿಕಿತ್ಸೆ ಮೂಲಕ ಸಂಪೂರ್ಣ ಸ್ವಾಸ್ಥ್ಯವನ್ನು ಪಡೆದುಕೊಳ್ಳಬಹುದು, ಮಹಿಳೆಯರಿಗೆ ಥೈರಾಯ್ಡ್ ಕಾಲದಿಂದಲೂ ಕಾಡುವ ಸಮಸ್ಯೆಗಳನ್ನು ಸಹ ಪರಿಣಾಮಕಾರಿಯಾಗಿ ಚಿಕಿತ್ಸೆ ನೀಡಬಹುದು. ಆಪ್ತ ಸಮಾಲೋಚನೆಯನ್ನು ವೈಯಕ್ತಿಕ ಚಿಕಿತ್ಸಾ ವಿಧಾನಗಳ ಮೂಲಕ ಪರಿಹಾರ ಕಂಡುಕೊಳ್ಳಲು ಸಾಧ್ಯ ಎಂದು ನುಡಿದರು. (1003, 1278, 1229, 1415)
headline-notebook: ಗ್ರಾಮೀಣ ಮಕ್ಕಳಿಗೆ ಉಚಿತ ನೋಟ್ ಬುಕ್ ವಿತರಣೆ (765, 1518, 1250, 1551)
